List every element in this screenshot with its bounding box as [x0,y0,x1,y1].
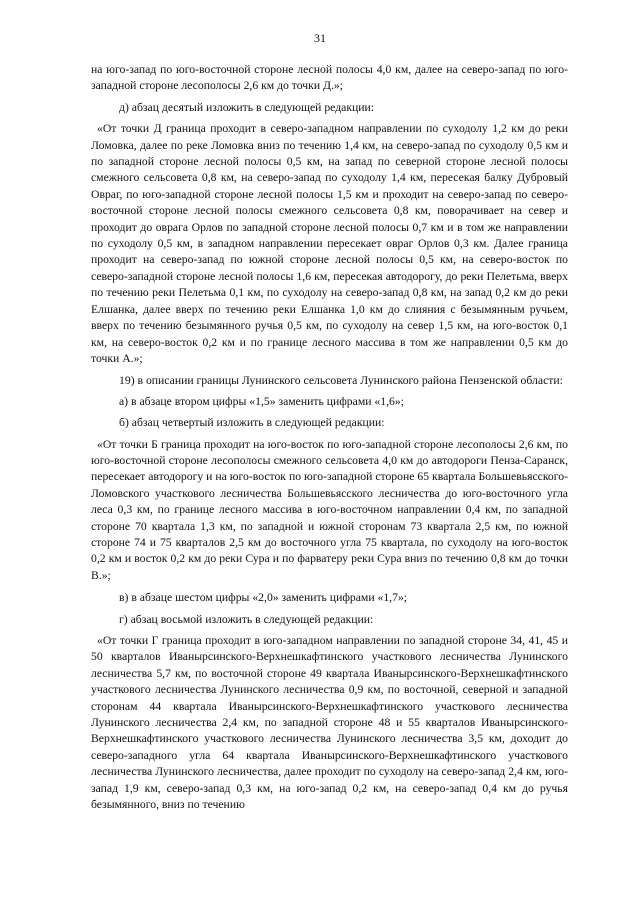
paragraph-item-b: б) абзац четвертый изложить в следующей редакции: [119,416,385,430]
page-number: 31 [314,31,326,45]
paragraph-continuation: на юго-запад по юго-восточной стороне лесной полосы 4,0 км, далее на северо-запад по юго-западной стороне лесополосы 2,6 км до точки Д.»; [91,63,568,93]
paragraph-item-g: г) абзац восьмой изложить в следующей редакции: [119,612,374,626]
paragraph-quote-point-b: «От точки Б граница проходит на юго-восток по юго-западной стороне лесополосы 2,6 км, по юго-восточной стороне лесополосы смежного сельсовета 4,0 км до автодороги Пенза-Саранск, пересекает автодорогу и на юго-восток по юго-западной стороне 65 квартала Большевьясского-Ломовского участкового лесничества Большевьясского лесничества до юго-восточного угла леса 0,3 км, по границе лесного массива в юго-восточном направлении 0,4 км, по западной стороне 70 квартала 1,3 км, по западной и южной сторонам 73 квартала 2,5 км, по южной стороне 74 и 75 кварталов 2,5 км до восточного угла 75 квартала, по суходолу на юго-восток 0,2 км и восток 0,2 км до реки Сура и по фарватеру реки Сура вниз по течению 0,8 км до точки В.»; [91,437,568,582]
paragraph-item-19: 19) в описании границы Лунинского сельсовета Лунинского района Пензенской области: [119,374,563,388]
paragraph-item-d: д) абзац десятый изложить в следующей редакции: [119,100,375,114]
paragraph-quote-point-g: «От точки Г граница проходит в юго-западном направлении по западной стороне 34, 41, 45 и 50 кварталов Иванырсинского-Верхнешкафтинского участкового лесничества Лунинского лесничества 5,7 км, по восточной стороне 49 квартала Иванырсинского-Верхнешкафтинского участкового лесничества Лунинского лесничества 0,9 км, по восточной, северной и западной сторонам 44 квартала Иванырсинского-Верхнешкафтинского участкового лесничества Лунинского лесничества 2,4 км, по западной стороне 48 и 55 кварталов Иванырсинского-Верхнешкафтинского участкового лесничества Лунинского лесничества 3,5 км, доходит до северо-западного угла 64 квартала Иванырсинского-Верхнешкафтинского участкового лесничества Лунинского лесничества, далее проходит по суходолу на северо-запад 2,4 км, юго-запад 1,9 км, северо-запад 0,3 км, на юго-запад 0,2 км, на северо-запад 0,4 км до ручья безымянного, вниз по течению [91,634,568,812]
paragraph-item-a: а) в абзаце втором цифры «1,5» заменить цифрами «1,6»; [119,394,404,408]
paragraph-item-v: в) в абзаце шестом цифры «2,0» заменить цифрами «1,7»; [119,591,408,605]
document-body [91,62,568,819]
paragraph-quote-point-d: «От точки Д граница проходит в северо-западном направлении по суходолу 1,2 км до реки Ломовка, далее по реке Ломовка вниз по течению 1,4 км, на северо-запад по суходолу 0,5 км и по западной стороне лесной полосы 0,5 км, на запад по северной стороне лесной полосы смежного сельсовета 0,8 км, на северо-запад по суходолу 1,4 км, пересекая балку Дубровый Овраг, по юго-западной стороне лесной полосы 1,5 км и проходит на северо-запад по северо-восточной стороне лесной полосы смежного сельсовета 0,8 км, поворачивает на север и проходит до оврага Орлов по западной стороне лесной полосы 0,7 км и в том же направлении по суходолу 0,5 км, в западном направлении пересекает овраг Орлов 0,3 км. Далее граница проходит на северо-запад по южной стороне лесной полосы 0,5 км, на северо-восток по северо-западной стороне лесной полосы 1,6 км, пересекая автодорогу, до реки Пелетьма, вверх по течению реки Пелетьма 0,1 км, по суходолу на северо-запад 0,8 км, на запад 0,2 км до реки Елшанка, далее вверх по течению реки Елшанка 1,0 км до слияния с безымянным ручьем, вверх по течению безымянного ручья 0,5 км, по суходолу на север 1,5 км, на юго-восток 0,1 км, на северо-восток 0,2 км и по границе лесного массива в том же направлении 0,5 км до точки А.»; [91,122,568,365]
